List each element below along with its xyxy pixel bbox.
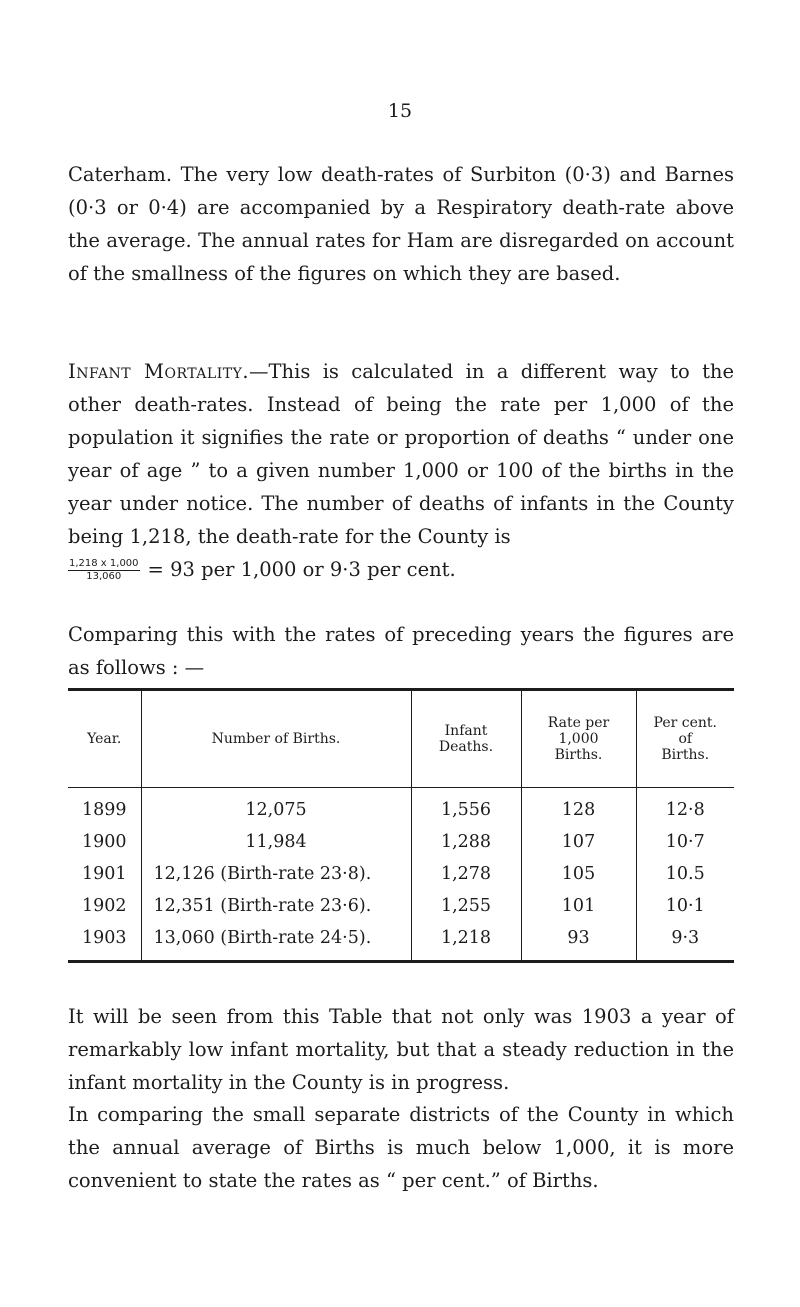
paragraph-table-conclusion: It will be seen from this Table that not only was 1903 a year of remarkably low infant mortality, but that a steady reduction in the infant mortality in the County is in progress. [68,1005,734,1094]
cell-births: 12,351 (Birth-rate 23·6). [141,890,411,922]
cell-deaths: 1,278 [411,858,521,890]
cell-births: 11,984 [141,826,411,858]
cell-births: 12,126 (Birth-rate 23·8). [141,858,411,890]
cell-deaths: 1,255 [411,890,521,922]
cell-rate: 93 [521,922,636,962]
cell-deaths: 1,288 [411,826,521,858]
paragraph-small-districts: In comparing the small separate districts of the County in which the annual average of Births is much below 1,000, it is more convenient to state the rates as “ per cent.” of Births. [68,1103,734,1192]
cell-year: 1899 [81,800,127,820]
table-row [68,858,734,890]
cell-deaths: 1,218 [411,922,521,962]
page-number: 15 [387,100,413,122]
cell-percent: 10·7 [636,826,734,858]
header-rate-per-1000: Rate per 1,000 Births. [521,690,636,788]
section-heading-infant-mortality: Infant Mortality. [68,360,250,383]
fraction-numerator: 1,218 x 1,000 [69,558,139,569]
table-row [68,890,734,922]
cell-year: 1901 [81,864,127,884]
paragraph-comparing: Comparing this with the rates of preceding years the figures are as follows : — [68,623,734,679]
cell-rate: 101 [521,890,636,922]
table-row [68,788,734,827]
cell-births: 13,060 (Birth-rate 24·5). [141,922,411,962]
paragraph-infant-mortality [68,355,734,586]
infant-mortality-table-wrap [68,688,734,963]
table-header-row [68,690,734,788]
header-births: Number of Births. [141,690,411,788]
cell-year: 1900 [81,832,127,852]
cell-rate: 128 [521,788,636,827]
table-row [68,922,734,962]
infant-mortality-table [68,688,734,963]
cell-year: 1902 [81,896,127,916]
cell-percent: 12·8 [636,788,734,827]
cell-year: 1903 [81,928,127,948]
infant-mortality-body: —This is calculated in a different way to the other death-rates. Instead of being the rate per 1,000 of the population it signifies the rate or proportion of deaths “ under one year of age ” to a given number 1,000 or 100 of the births in the year under notice. The number of deaths of infants in the County being 1,218, the death-rate for the County is [68,360,734,548]
cell-deaths: 1,556 [411,788,521,827]
header-per-cent: Per cent. of Births. [636,690,734,788]
header-year: Year. [68,690,141,788]
death-rate-fraction [68,558,140,583]
cell-births: 12,075 [141,788,411,827]
death-rate-result: = 93 per 1,000 or 9·3 per cent. [147,558,456,581]
cell-percent: 10·1 [636,890,734,922]
cell-rate: 107 [521,826,636,858]
header-infant-deaths: Infant Deaths. [411,690,521,788]
paragraph-caterham: Caterham. The very low death-rates of Surbiton (0·3) and Barnes (0·3 or 0·4) are accompanied by a Respiratory death-rate above the average. The annual rates for Ham are disregarded on account of the smallness of the figures on which they are based. [68,163,734,285]
fraction-denominator: 13,060 [86,571,122,582]
cell-percent: 10.5 [636,858,734,890]
cell-rate: 105 [521,858,636,890]
cell-percent: 9·3 [636,922,734,962]
table-row [68,826,734,858]
